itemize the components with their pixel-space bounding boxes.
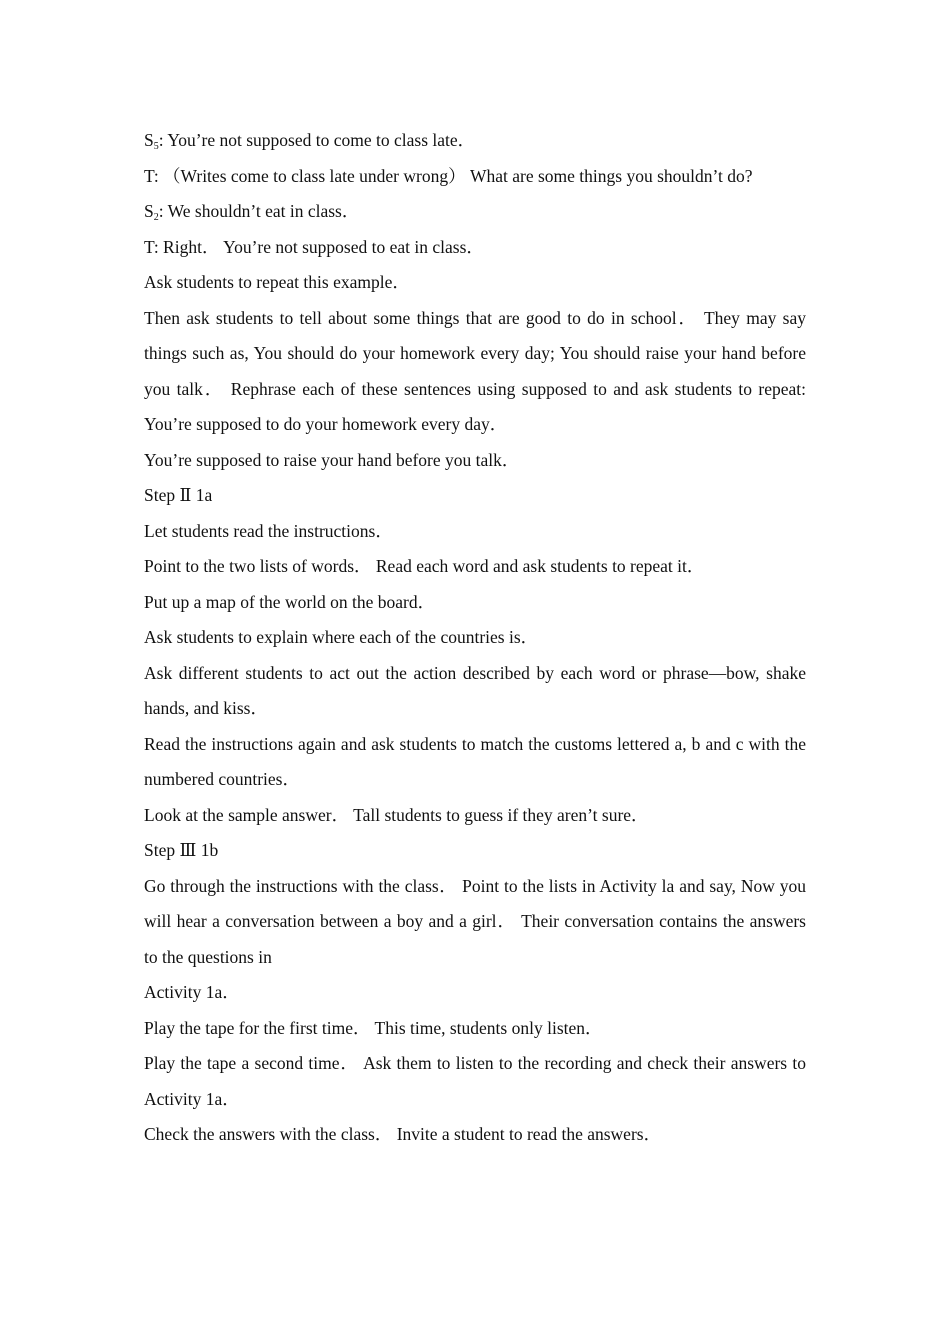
paragraph: T: Right． You’re not supposed to eat in class． [144, 236, 484, 257]
paragraph: Go through the instructions with the class． Point to the lists in Activity la and say, Now you will hear a conversation between a boy and a girl． Their conversation contains the answers to the questions in [144, 875, 806, 967]
paragraph-text: : You’re not supposed to come to class late． [158, 130, 476, 150]
paragraph: Ask students to repeat this example． [144, 272, 410, 292]
speaker-label: S [144, 130, 154, 150]
paragraph: Let students read the instructions． [144, 520, 393, 541]
paragraph: T: （Writes come to class late under wrong） What are some things you shouldn’t do? [144, 165, 753, 186]
paragraph: Then ask students to tell about some things that are good to do in school． They may say things such as, You should do your homework every day; You should raise your hand before you talk． Rephrase each of these sentences using supposed to and ask students to repeat: You’re supposed to do your homework every day． [144, 307, 806, 434]
speaker-label: S [144, 201, 154, 221]
paragraph: Ask students to explain where each of the countries is． [144, 627, 539, 647]
paragraph: Check the answers with the class． Invite a student to read the answers． [144, 1124, 662, 1144]
paragraph: You’re supposed to raise your hand before you talk． [144, 449, 520, 470]
step-heading: Step Ⅲ 1b [144, 840, 219, 860]
paragraph: Ask different students to act out the action described by each word or phrase—bow, shake hands, and kiss． [144, 662, 806, 718]
paragraph: Activity 1a． [144, 982, 240, 1002]
paragraph: Put up a map of the world on the board． [144, 591, 436, 612]
paragraph: Read the instructions again and ask students to match the customs lettered a, b and c with the numbered countries． [144, 733, 806, 789]
paragraph: Play the tape for the first time． This time, students only listen． [144, 1017, 603, 1038]
speaker-subscript: 2 [153, 212, 159, 223]
paragraph [144, 194, 806, 230]
paragraph: Look at the sample answer． Tall students to guess if they aren’t sure． [144, 804, 649, 825]
speaker-subscript: 5 [153, 141, 159, 152]
paragraph: Play the tape a second time． Ask them to listen to the recording and check their answers to Activity 1a． [144, 1053, 806, 1109]
paragraph: Point to the two lists of words． Read each word and ask students to repeat it． [144, 556, 705, 576]
document-page [144, 123, 806, 1153]
paragraph [144, 123, 806, 159]
step-heading: Step Ⅱ 1a [144, 485, 213, 505]
paragraph-text: : We shouldn’t eat in class． [158, 201, 360, 221]
